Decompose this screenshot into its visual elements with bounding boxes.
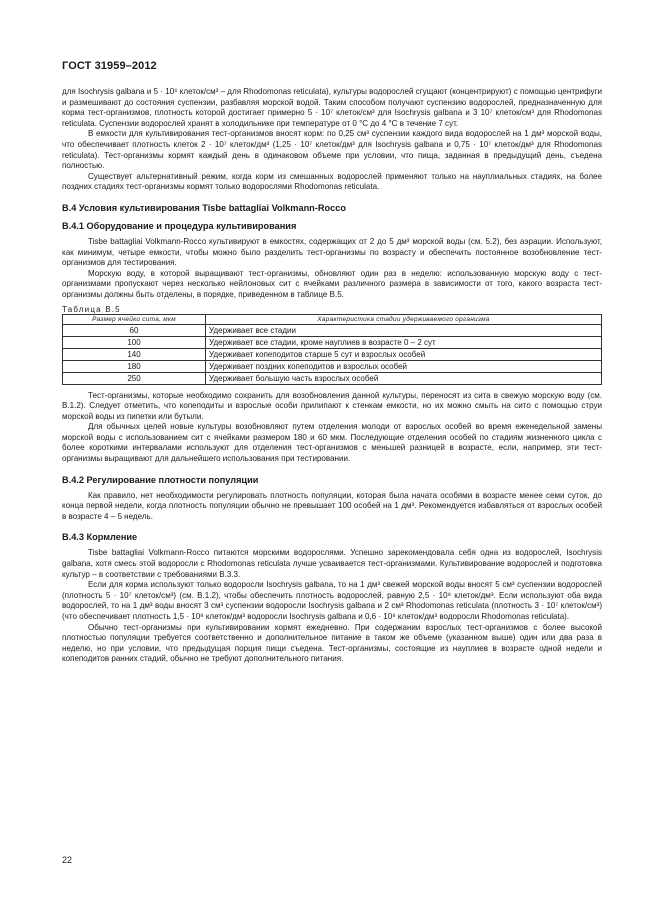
paragraph-water-renewal: Морскую воду, в которой выращивают тест-организмы, обновляют один раз в неделю: использованную морскую воду с тест-организмами пропускают через несколько нейлоновых сит с ячейками различного размера в зависимости от того, какого возраста тест-организмы должны быть отделены, в порядке, приведенном в таблице В.5.	[62, 268, 602, 299]
mesh-size-cell: 100	[63, 336, 206, 348]
table-row	[63, 336, 602, 348]
stage-cell: Удерживает большую часть взрослых особей	[206, 372, 602, 384]
stage-cell: Удерживает копеподитов старше 5 сут и взрослых особей	[206, 348, 602, 360]
stage-cell: Удерживает все стадии, кроме науплиев в возрасте 0 – 2 сут	[206, 336, 602, 348]
table-row	[63, 360, 602, 372]
stage-cell: Удерживает все стадии	[206, 324, 602, 336]
paragraph-alternative-regime: Существует альтернативный режим, когда корм из смешанных водорослей применяют только на науплиальных стадиях, на более поздних стадиях тест-организмы кормят только водорослями Rhodomonas reticulata.	[62, 171, 602, 192]
stage-cell: Удерживает поздних копеподитов и взрослых особей	[206, 360, 602, 372]
table-header-stage: Характеристика стадии удерживаемого организма	[206, 314, 602, 324]
paragraph-population-density: Как правило, нет необходимости регулировать плотность популяции, которая была начата особями в возрасте менее семи суток, до конца первой недели, когда плотность популяции обычно не превышает 100 особей на 1 дм³. Рекомендуется избавляться от взрослых особей в возрасте 4 – 5 недель.	[62, 490, 602, 521]
page-number: 22	[62, 855, 73, 865]
paragraph-new-cultures: Для обычных целей новые культуры возобновляют путем отделения молоди от взрослых особей во время еженедельной замены морской воды с использованием сит с ячейками размером 180 и 60 мкм. Последующие отделения особей по стадиям жизненного цикла с более короткими интервалами используют для отделения тест-организмов с меньшей разницей в возрасте, если, например, эти тест-организмы выращивают для дальнейшего использования при тестировании.	[62, 422, 602, 464]
table-row	[63, 372, 602, 384]
page-body	[62, 87, 602, 665]
section-heading-b41: В.4.1 Оборудование и процедура культивирования	[62, 220, 297, 231]
table-caption: Таблица В.5	[62, 304, 121, 314]
sieve-table	[62, 314, 602, 385]
table-row	[63, 324, 602, 336]
mesh-size-cell: 180	[63, 360, 206, 372]
table-header-mesh-size: Размер ячейки сита, мкм	[63, 314, 206, 324]
section-heading-b4: В.4 Условия культивирования Tisbe battagliai Volkmann-Rocco	[62, 202, 346, 213]
paragraph-feeding-algae: Tisbe battagliai Volkmann-Rocco питаются морскими водорослями. Успешно зарекомендовала себя одна из водорослей, Isochrysis galbana, хотя смесь этой водоросли с Rhodomonas reticulata лучше усваивается тест-организмами. Культивирование водорослей и подготовка культур – в соответствии с требованиями В.3.3.	[62, 548, 602, 579]
document-header: ГОСТ 31959–2012	[62, 60, 157, 72]
mesh-size-cell: 60	[63, 324, 206, 336]
paragraph-culture-containers: Tisbe battagliai Volkmann-Rocco культивируют в емкостях, содержащих от 2 до 5 дм³ морской воды (см. 5.2), без аэрации. Используют, как минимум, четыре емкости, чтобы можно было разделить тест-организмы по возрасту и обеспечить постоянное возобновление тест-организмов для тестирования.	[62, 236, 602, 268]
mesh-size-cell: 250	[63, 372, 206, 384]
mesh-size-cell: 140	[63, 348, 206, 360]
paragraph-transfer: Тест-организмы, которые необходимо сохранить для возобновления данной культуры, переносят из сита в свежую морскую воду (см. В.1.2). Следует отметить, что копеподиты и взрослые особи прилипают к стенкам емкости, но их можно смыть на сито с помощью струи морской воды из пипетки или бутыли.	[62, 390, 602, 421]
paragraph-feeding-dose: В емкости для культивирования тест-организмов вносят корм: по 0,25 см³ суспензии каждого вида водорослей на 1 дм³ морской воды, что обеспечивает плотность клеток 2 · 10⁷ клеток/дм³ (1,25 · 10⁷ клеток/дм³ для Isochrysis galbana и 0,75 · 10⁷ клеток/дм³ для Rhodomonas reticulata). Тест-организмы кормят каждый день в одинаковом объеме при условии, что пища, заданная в предыдущий день, съедена полностью.	[62, 129, 602, 171]
paragraph-daily-feeding: Обычно тест-организмы при культивировании кормят ежедневно. При содержании взрослых тест-организмов с более высокой плотностью популяции требуется соответственно и дополнительное питание в таком же объеме (указанном выше) один или два раза в неделю, но при условии, что предыдущая порция пищи съедена. Тест-организмы, состоящие из науплиев в возрасте одной недели и копеподитов ранних стадий, обычно не требуют дополнительного питания.	[62, 622, 602, 664]
table-row	[63, 348, 602, 360]
section-heading-b43: В.4.3 Кормление	[62, 532, 138, 543]
paragraph-algae-concentration: для Isochrysis galbana и 5 · 10⁶ клеток/см³ – для Rhodomonas reticulata), культуры водорослей сгущают (концентрируют) с помощью центрифуги и размешивают до состояния суспензии, разбавляя морской водой. Таким способом получают суспензию водорослей, предназначенную для корма тест-организмов, плотность которой достигает примерно 5 · 10⁷ клеток/см³ для Isochrysis galbana и 3 10⁷ клеток/см³ для Rhodomonas reticulata. Суспензии водорослей хранят в холодильнике при температуре от 0 °С до 4 °С в течение 7 сут.	[62, 87, 602, 128]
section-heading-b42: В.4.2 Регулирование плотности популяции	[62, 474, 259, 485]
paragraph-feeding-amounts: Если для корма используют только водоросли Isochrysis galbana, то на 1 дм³ свежей морской воды вносят 5 см³ суспензии водорослей (плотность 5 · 10⁷ клеток/см³) (см. В.1.2), чтобы обеспечить плотность водорослей, равную 2,5 · 10⁸ клеток/дм³. Если используют оба вида водорослей, то на 1 дм³ воды вносят 3 см³ суспензии водоросли Isochrysis galbana и 2 см³ Rhodomonas reticulata (плотность 3 · 10⁷ клеток/см³) (что обеспечивает плотность 1,5 · 10⁸ клеток/дм³ водоросли Isochrysis galbana и 0,6 · 10⁸ клеток/дм³ водоросли Rhodomonas reticulata).	[62, 580, 602, 621]
